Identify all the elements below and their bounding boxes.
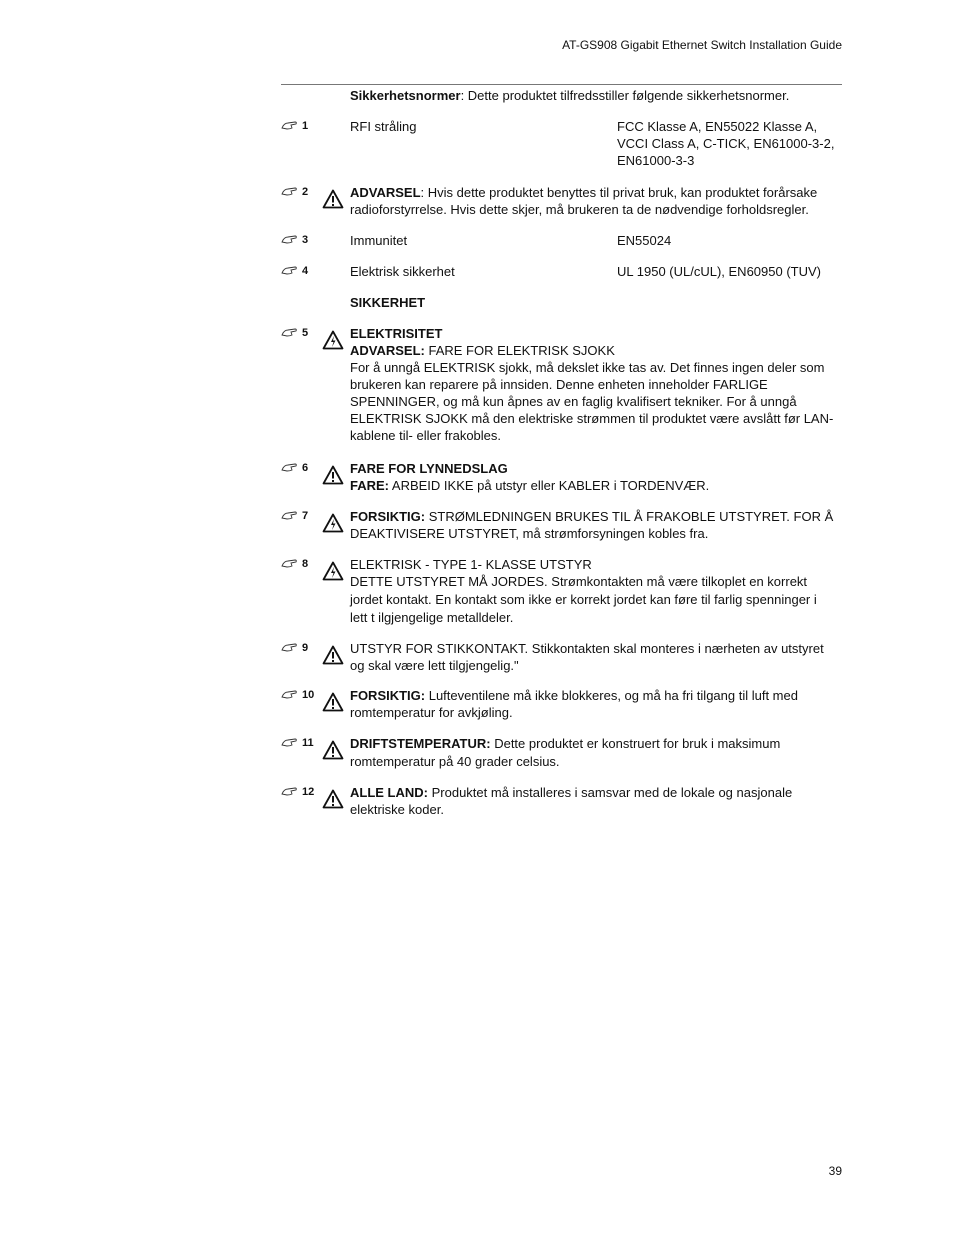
item-title: ELEKTRISITET: [350, 326, 443, 341]
item-number: 9: [302, 642, 309, 654]
pointing-hand-icon: [281, 327, 298, 337]
item-bold: ADVARSEL: [350, 185, 421, 200]
item-text: Dette produktet er konstruert for bruk i maksimum romtemperatur på 40 grader celsius.: [350, 736, 781, 769]
pointing-hand-icon: [281, 186, 298, 196]
electric-shock-warning-icon: [322, 513, 344, 533]
item-number: 1: [302, 120, 309, 132]
pointing-hand-icon: [281, 786, 298, 796]
item-bold: ALLE LAND:: [350, 785, 428, 800]
item-text: Produktet må installeres i samsvar med de lokale og nasjonale elektriske koder.: [350, 785, 793, 817]
item-bold: ADVARSEL:: [350, 343, 425, 358]
intro-text: : Dette produktet tilfredsstiller følgende sikkerhetsnormer.: [460, 88, 790, 103]
item-body: For å unngå ELEKTRISK sjokk, må dekslet ikke tas av. Det finnes ingen deler som brukeren kan reparere på innsiden. Denne enheten inneholder FARLIGE SPENNINGER, og må kun åpnes av en faglig kvalifisert tekniker. For å unngå ELEKTRISK SJOKK må den elektriske strømmen til produktet være avslått før LAN-kablene til- eller frakobles.: [350, 360, 834, 443]
norm-label: Immunitet: [350, 233, 408, 248]
electric-shock-warning-icon: [322, 561, 344, 581]
item-text: FARE FOR ELEKTRISK SJOKK: [424, 343, 615, 358]
item-number: 8: [302, 558, 309, 570]
warning-triangle-icon: [322, 465, 344, 485]
warning-triangle-icon: [322, 692, 344, 712]
electric-shock-warning-icon: [322, 330, 344, 350]
item-text: ARBEID IKKE på utstyr eller KABLER i TORDENVÆR.: [389, 478, 710, 493]
item-number: 11: [302, 737, 314, 749]
norm-value: UL 1950 (UL/cUL), EN60950 (TUV): [617, 264, 821, 279]
pointing-hand-icon: [281, 265, 298, 275]
header-rule: [281, 84, 842, 85]
page-number: 39: [828, 1164, 842, 1178]
norm-value: FCC Klasse A, EN55022 Klasse A, VCCI Class A, C-TICK, EN61000-3-2, EN61000-3-3: [617, 119, 835, 168]
running-header: AT-GS908 Gigabit Ethernet Switch Installation Guide: [562, 38, 842, 52]
norm-label: Elektrisk sikkerhet: [350, 264, 455, 279]
intro-bold: Sikkerhetsnormer: [350, 88, 461, 103]
pointing-hand-icon: [281, 689, 298, 699]
pointing-hand-icon: [281, 462, 298, 472]
item-line1: ELEKTRISK - TYPE 1- KLASSE UTSTYR: [350, 557, 592, 572]
warning-triangle-icon: [322, 789, 344, 809]
item-body: DETTE UTSTYRET MÅ JORDES. Strømkontakten må være tilkoplet en korrekt jordet kontakt. En kontakt som ikke er korrekt jordet kan føre til farlig spenninger i lett t ilgjengelige metalldeler.: [350, 574, 817, 625]
norm-value: EN55024: [617, 233, 672, 248]
norm-label: RFI stråling: [350, 119, 417, 134]
heading-text: SIKKERHET: [350, 295, 426, 310]
pointing-hand-icon: [281, 234, 298, 244]
pointing-hand-icon: [281, 120, 298, 130]
item-text: Lufteventilene må ikke blokkeres, og må ha fri tilgang til luft med romtemperatur for avkjøling.: [350, 688, 798, 720]
pointing-hand-icon: [281, 737, 298, 747]
item-number: 6: [302, 462, 309, 474]
item-text: : Hvis dette produktet benyttes til privat bruk, kan produktet forårsake radioforstyrrelse. Hvis dette skjer, må brukeren ta de nødvendige forholdsregler.: [350, 185, 818, 217]
warning-triangle-icon: [322, 740, 344, 760]
item-bold: FARE:: [350, 478, 389, 493]
pointing-hand-icon: [281, 642, 298, 652]
pointing-hand-icon: [281, 510, 298, 520]
item-text: UTSTYR FOR STIKKONTAKT. Stikkontakten skal monteres i nærheten av utstyret og skal være lett tilgjengelig.": [350, 641, 824, 673]
item-bold: FORSIKTIG:: [350, 509, 426, 524]
item-number: 2: [302, 186, 309, 198]
item-number: 10: [302, 689, 315, 701]
item-title: FARE FOR LYNNEDSLAG: [350, 461, 508, 476]
warning-triangle-icon: [322, 645, 344, 665]
item-bold: DRIFTSTEMPERATUR:: [350, 736, 491, 751]
item-number: 3: [302, 234, 309, 246]
pointing-hand-icon: [281, 558, 298, 568]
item-number: 7: [302, 510, 309, 522]
warning-triangle-icon: [322, 189, 344, 209]
item-number: 4: [302, 265, 309, 277]
item-number: 5: [302, 327, 309, 339]
item-number: 12: [302, 786, 315, 798]
item-text: STRØMLEDNINGEN BRUKES TIL Å FRAKOBLE UTSTYRET. FOR Å DEAKTIVISERE UTSTYRET, må strømforsyningen kobles fra.: [350, 509, 834, 541]
item-bold: FORSIKTIG:: [350, 688, 426, 703]
